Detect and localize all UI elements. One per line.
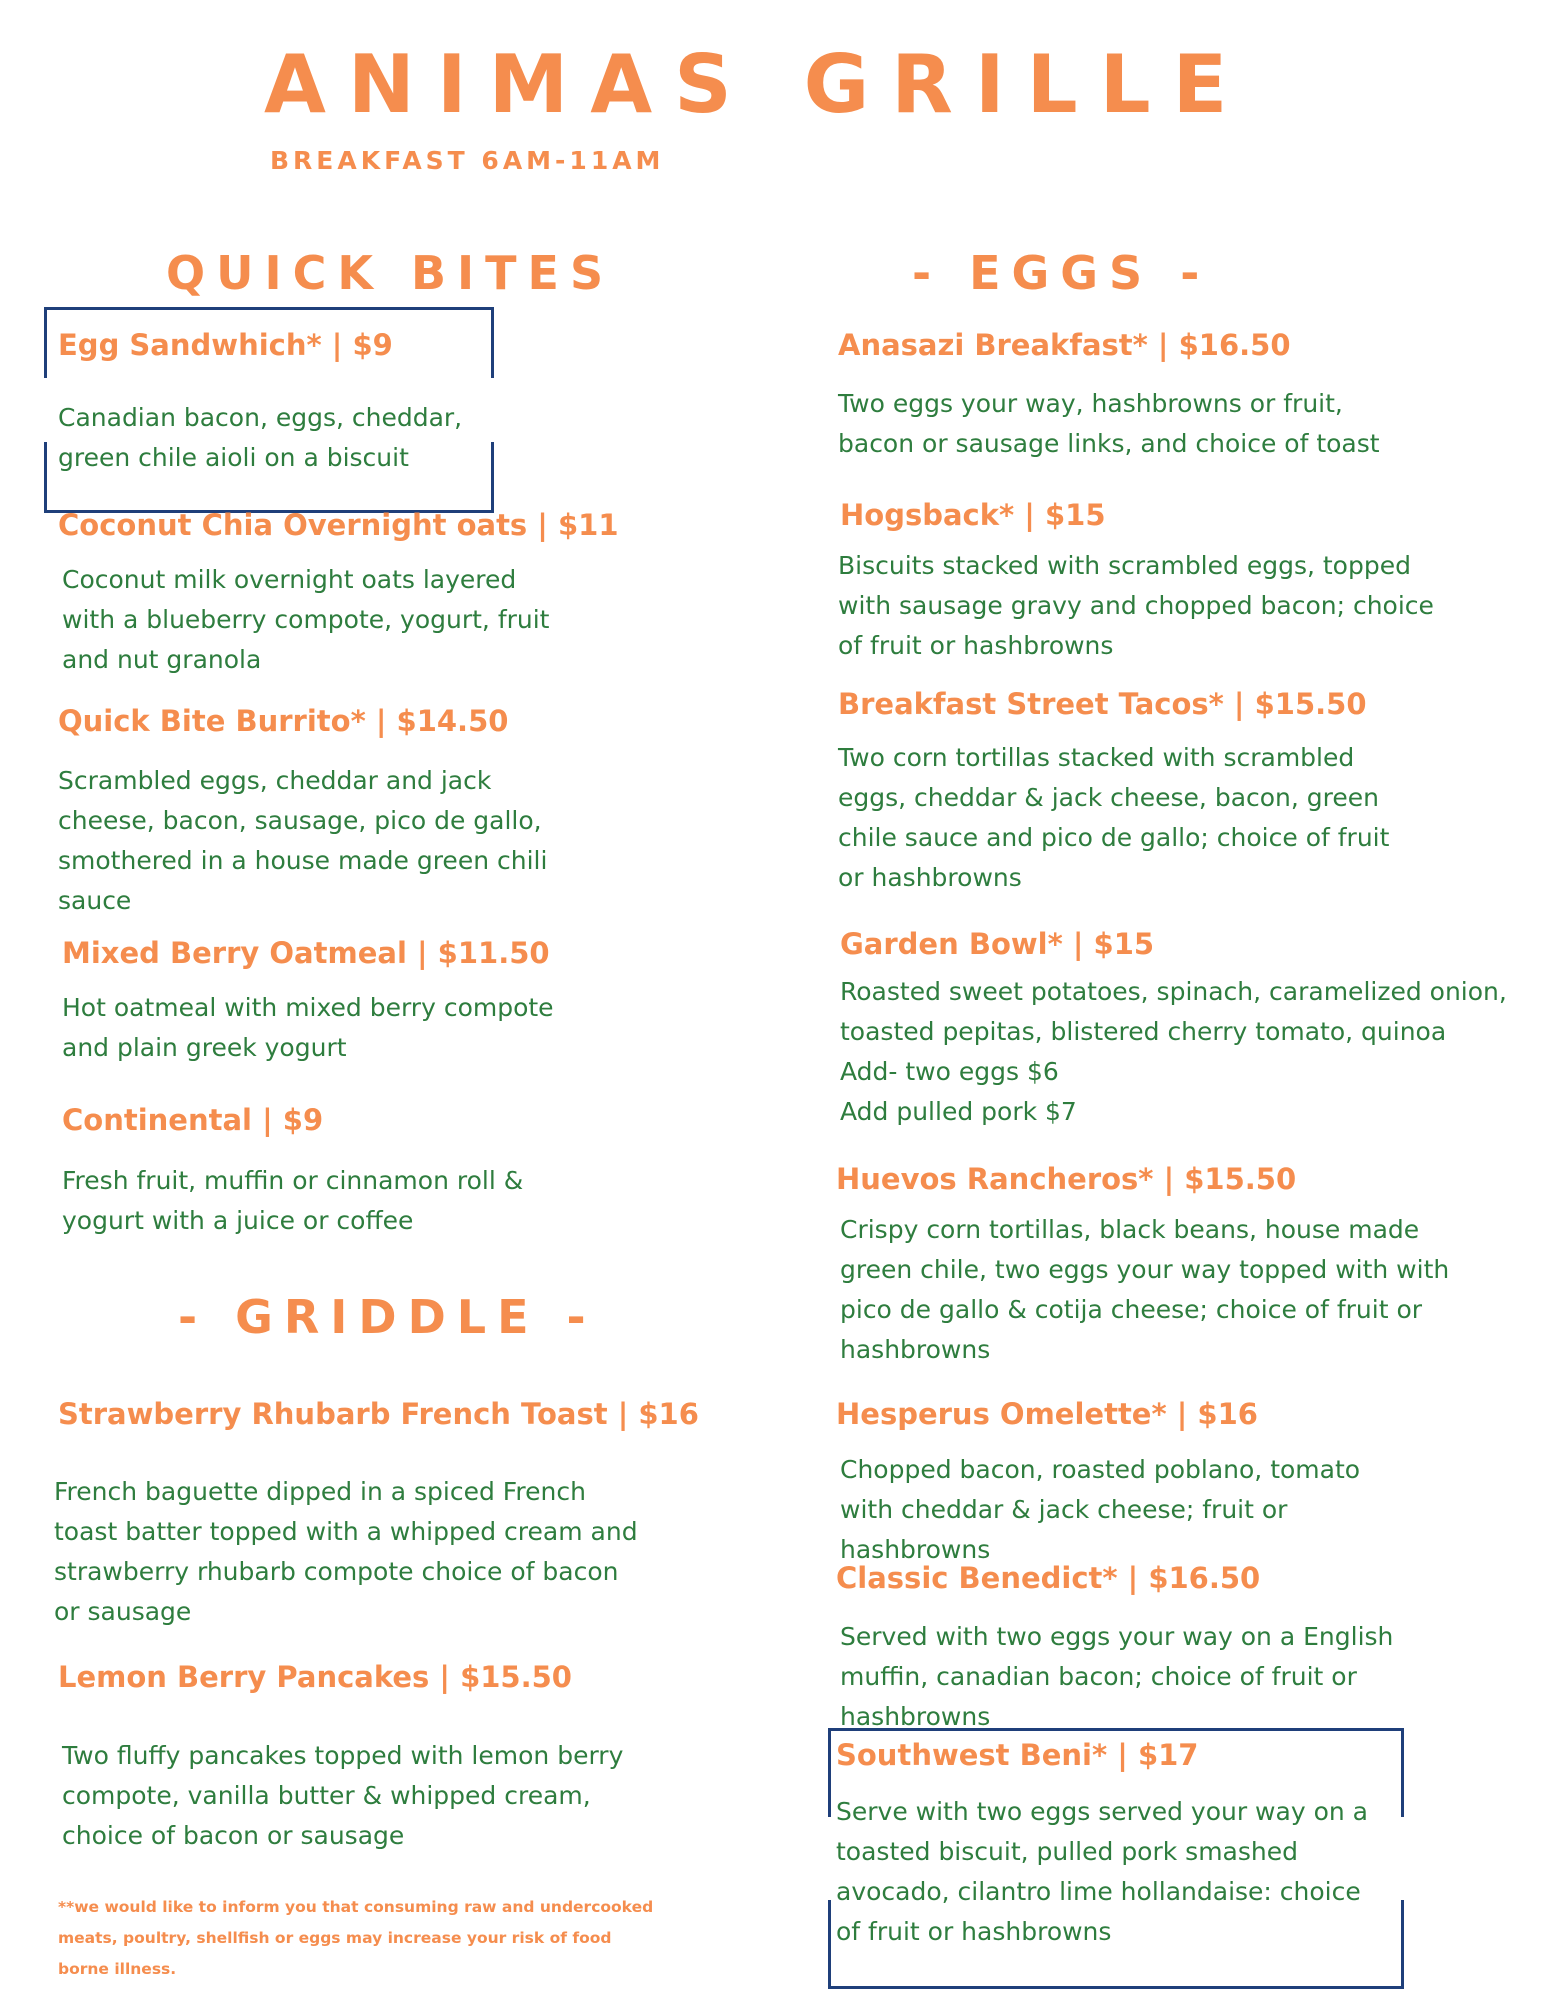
- menu-item-title: Anasazi Breakfast* | $16.50: [838, 328, 1291, 362]
- menu-item-desc: Two fluffy pancakes topped with lemon berry compote, vanilla butter & whipped cream, choice of bacon or sausage: [62, 1741, 624, 1850]
- menu-item-desc: Biscuits stacked with scrambled eggs, topped with sausage gravy and chopped bacon; choice of fruit or hashbrowns: [838, 551, 1434, 660]
- menu-item-desc: Coconut milk overnight oats layered with a blueberry compote, yogurt, fruit and nut granola: [62, 565, 550, 674]
- quick-bites-heading: QUICK BITES: [166, 246, 615, 300]
- menu-item-title: Continental | $9: [62, 1103, 324, 1137]
- food-safety-notice: **we would like to inform you that consuming raw and undercooked meats, poultry, shellfish or eggs may increase your risk of food borne illness.: [58, 1898, 654, 1978]
- menu-item-desc: Crispy corn tortillas, black beans, house made green chile, two eggs your way topped with with pico de gallo & cotija cheese; choice of fruit or hashbrowns: [840, 1215, 1450, 1364]
- menu-item-title: Hogsback* | $15: [840, 498, 1106, 532]
- menu-item-title: Huevos Rancheros* | $15.50: [836, 1162, 1297, 1196]
- menu-item-title: Lemon Berry Pancakes | $15.50: [58, 1660, 572, 1694]
- menu-item-desc: Canadian bacon, eggs, cheddar, green chile aioli on a biscuit: [58, 403, 463, 472]
- menu-item-desc: Hot oatmeal with mixed berry compote and plain greek yogurt: [62, 993, 554, 1062]
- menu-item-title: Egg Sandwhich* | $9: [58, 328, 393, 362]
- menu-item-title: Quick Bite Burrito* | $14.50: [58, 704, 509, 738]
- menu-item-desc: Chopped bacon, roasted poblano, tomato with cheddar & jack cheese; fruit or hashbrowns: [840, 1455, 1361, 1564]
- eggs-heading: - EGGS -: [912, 246, 1211, 300]
- menu-item-desc: French baguette dipped in a spiced French toast batter topped with a whipped cream and strawberry rhubarb compote choice of bacon or sausage: [54, 1477, 638, 1626]
- menu-item-desc: Served with two eggs your way on a English muffin, canadian bacon; choice of fruit or hashbrowns: [840, 1622, 1394, 1731]
- hours-subtitle: BREAKFAST 6AM-11AM: [270, 146, 665, 175]
- menu-item-title: Mixed Berry Oatmeal | $11.50: [62, 936, 550, 970]
- menu-item-desc: Two corn tortillas stacked with scrambled eggs, cheddar & jack cheese, bacon, green chile sauce and pico de gallo; choice of fruit or hashbrowns: [838, 743, 1390, 892]
- menu-item-title: Garden Bowl* | $15: [840, 927, 1155, 961]
- menu-item-title: Strawberry Rhubarb French Toast | $16: [58, 1397, 699, 1431]
- menu-item-title: Classic Benedict* | $16.50: [836, 1561, 1261, 1595]
- menu-item-desc: Serve with two eggs served your way on a toasted biscuit, pulled pork smashed avocado, cilantro lime hollandaise: choice of fruit or hashbrowns: [836, 1797, 1368, 1946]
- menu-item-desc: Fresh fruit, muffin or cinnamon roll & yogurt with a juice or coffee: [62, 1166, 524, 1235]
- menu-item-title: Southwest Beni* | $17: [836, 1738, 1199, 1772]
- menu-item-title: Coconut Chia Overnight oats | $11: [58, 508, 619, 542]
- menu-item-desc: Two eggs your way, hashbrowns or fruit, bacon or sausage links, and choice of toast: [838, 389, 1380, 458]
- restaurant-title: ANIMAS GRILLE: [264, 38, 1250, 131]
- menu-item-desc: Roasted sweet potatoes, spinach, caramelized onion, toasted pepitas, blistered cherry tomato, quinoa Add- two eggs $6 Add pulled pork $7: [840, 977, 1507, 1126]
- menu-item-title: Breakfast Street Tacos* | $15.50: [838, 687, 1367, 721]
- griddle-heading: - GRIDDLE -: [178, 1290, 597, 1344]
- menu-item-title: Hesperus Omelette* | $16: [836, 1397, 1258, 1431]
- menu-item-desc: Scrambled eggs, cheddar and jack cheese, bacon, sausage, pico de gallo, smothered in a house made green chili sauce: [58, 766, 548, 915]
